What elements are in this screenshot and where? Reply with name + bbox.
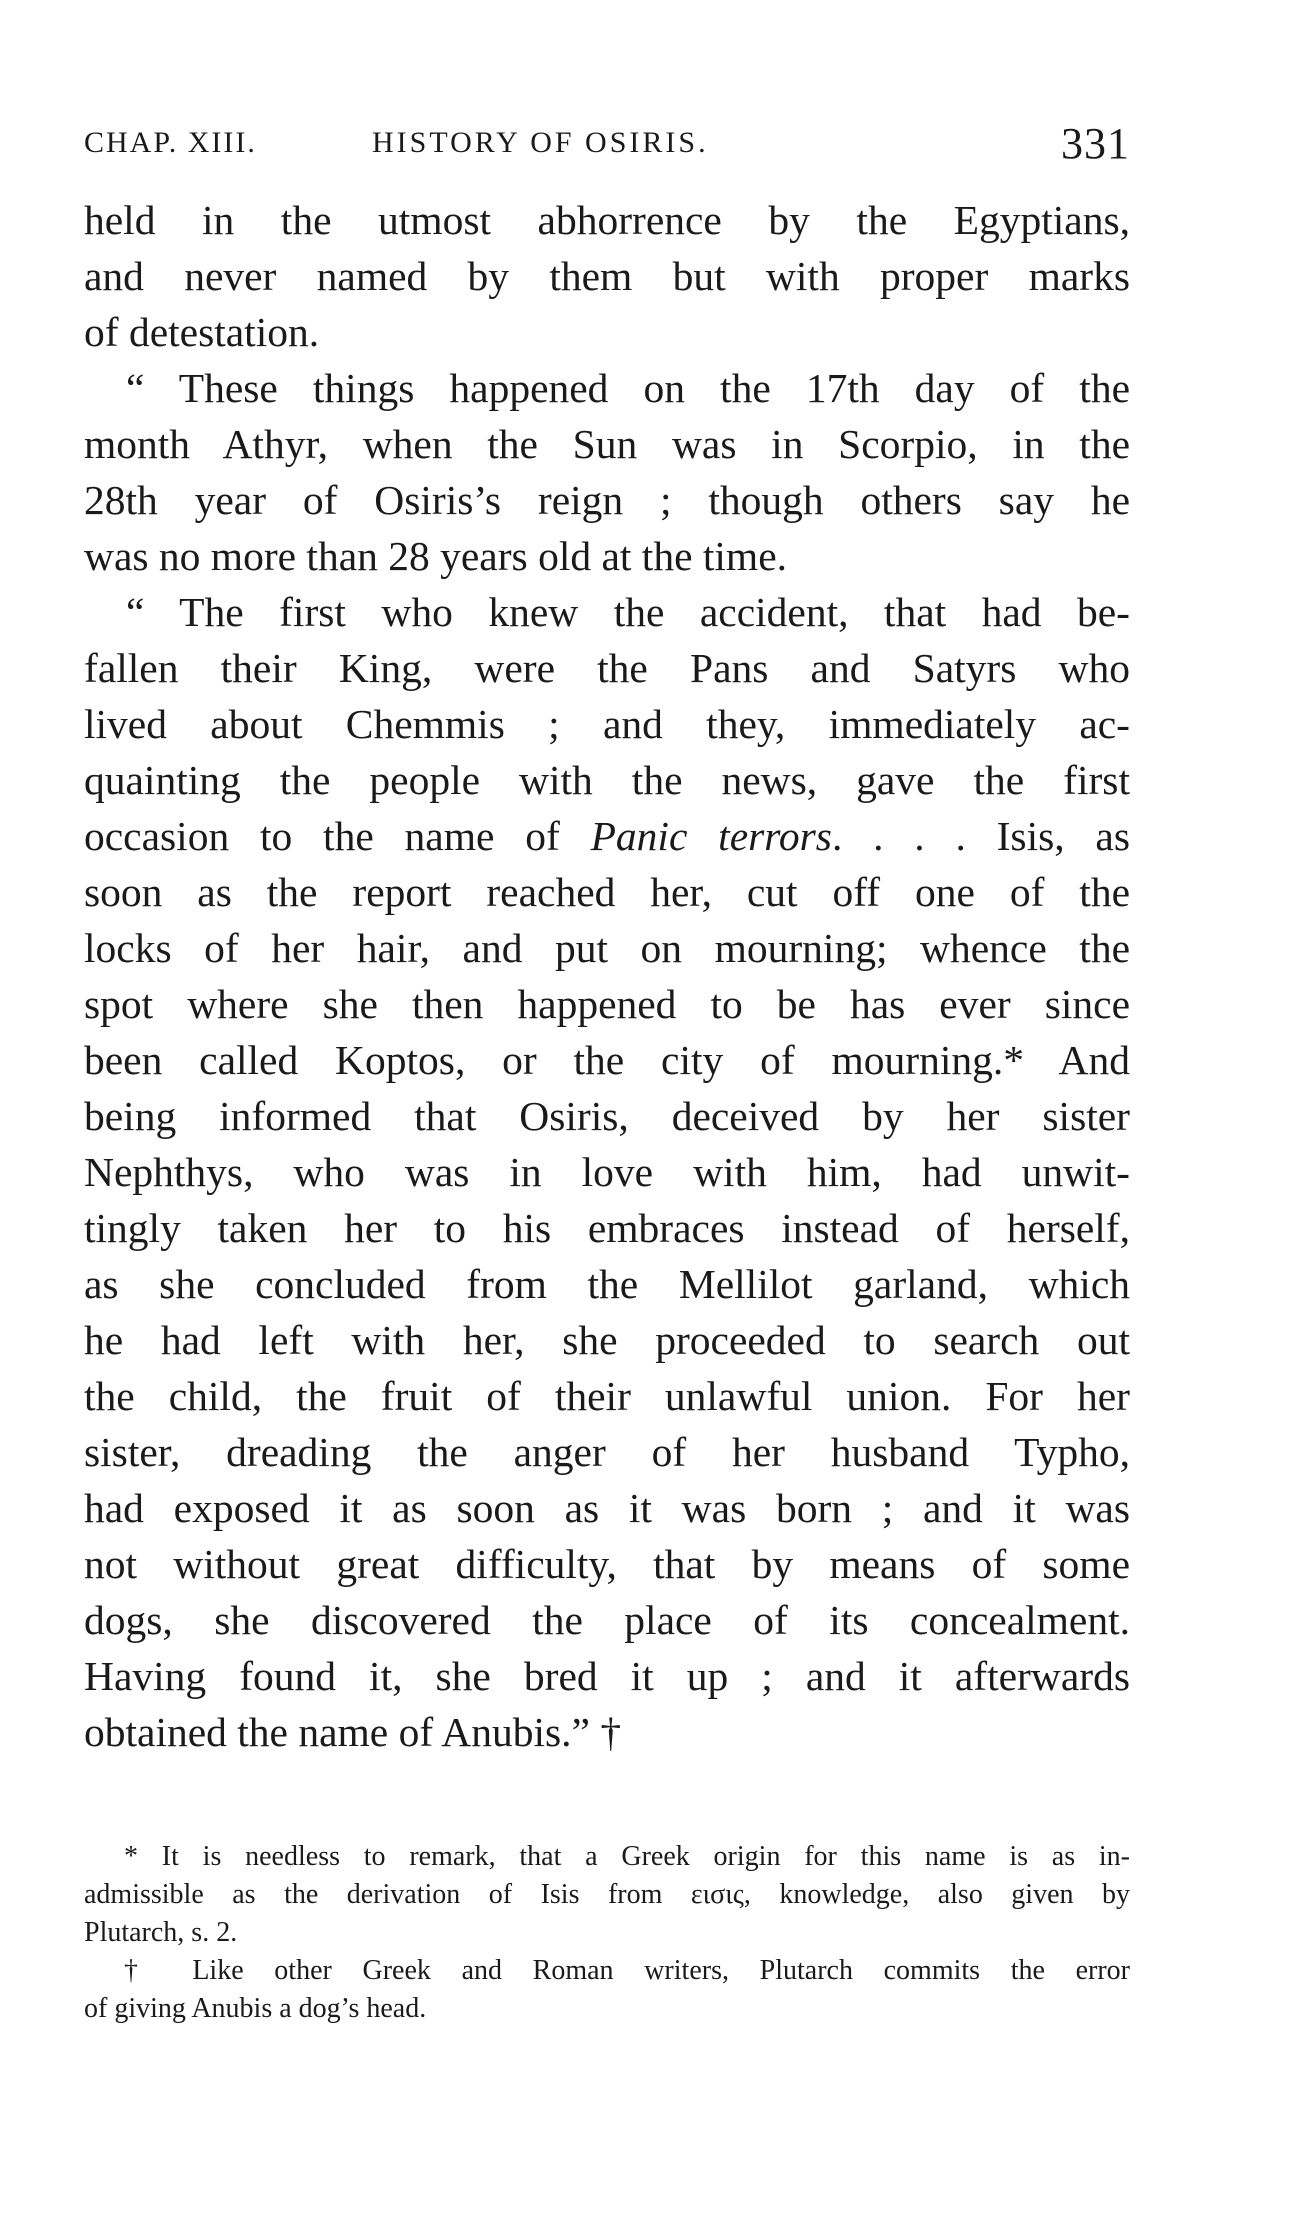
footnote-line: † Like other Greek and Roman writers, Plutarch commits the error <box>124 1955 1130 1986</box>
text-line: “ These things happened on the 17th day of the <box>126 365 1130 411</box>
text-line: lived about Chemmis ; and they, immediately ac- <box>84 701 1130 747</box>
text-line: Having found it, she bred it up ; and it afterwards <box>84 1653 1130 1699</box>
text-line-with-italic <box>84 808 1130 864</box>
text-line: 28th year of Osiris’s reign ; though others say he <box>84 477 1130 523</box>
footnote-line: admissible as the derivation of Isis from εισις, knowledge, also given by <box>84 1879 1130 1910</box>
text-line: he had left with her, she proceeded to search out <box>84 1317 1130 1363</box>
text-line: locks of her hair, and put on mourning; whence the <box>84 925 1130 971</box>
text-line: spot where she then happened to be has ever since <box>84 981 1130 1027</box>
text-line: Nephthys, who was in love with him, had unwit- <box>84 1149 1130 1195</box>
text-line: of detestation. <box>84 309 320 355</box>
footnote-line: Plutarch, s. 2. <box>84 1917 238 1948</box>
footnote-line: * It is needless to remark, that a Greek origin for this name is as in- <box>124 1841 1130 1872</box>
text-line: month Athyr, when the Sun was in Scorpio, in the <box>84 421 1130 467</box>
text-line: dogs, she discovered the place of its concealment. <box>84 1597 1130 1643</box>
text-line: fallen their King, were the Pans and Satyrs who <box>84 645 1130 691</box>
text-line: obtained the name of Anubis.” † <box>84 1709 622 1755</box>
text-run: . . . . Isis, as <box>831 813 1130 859</box>
text-line: had exposed it as soon as it was born ; and it was <box>84 1485 1130 1531</box>
italic-phrase: Panic terrors <box>590 813 832 859</box>
running-header <box>84 118 1130 168</box>
footnote-line: of giving Anubis a dog’s head. <box>84 1993 427 2024</box>
text-line: quainting the people with the news, gave the first <box>84 757 1130 803</box>
text-line: soon as the report reached her, cut off one of the <box>84 869 1130 915</box>
text-line: was no more than 28 years old at the time. <box>84 533 788 579</box>
text-line: not without great difficulty, that by means of some <box>84 1541 1130 1587</box>
chapter-label: CHAP. XIII. <box>84 126 257 159</box>
text-line: held in the utmost abhorrence by the Egyptians, <box>84 197 1130 243</box>
running-title: HISTORY OF OSIRIS. <box>372 126 709 159</box>
text-line: tingly taken her to his embraces instead of herself, <box>84 1205 1130 1251</box>
text-line: and never named by them but with proper marks <box>84 253 1130 299</box>
text-line: being informed that Osiris, deceived by her sister <box>84 1093 1130 1139</box>
text-run: occasion to the name of <box>84 813 591 859</box>
text-line: “ The first who knew the accident, that had be- <box>126 589 1130 635</box>
text-line: been called Koptos, or the city of mourning.* And <box>84 1037 1130 1083</box>
text-line: sister, dreading the anger of her husband Typho, <box>84 1429 1130 1475</box>
text-line: as she concluded from the Mellilot garland, which <box>84 1261 1130 1307</box>
page-number: 331 <box>1061 119 1130 168</box>
text-line: the child, the fruit of their unlawful union. For her <box>84 1373 1130 1419</box>
